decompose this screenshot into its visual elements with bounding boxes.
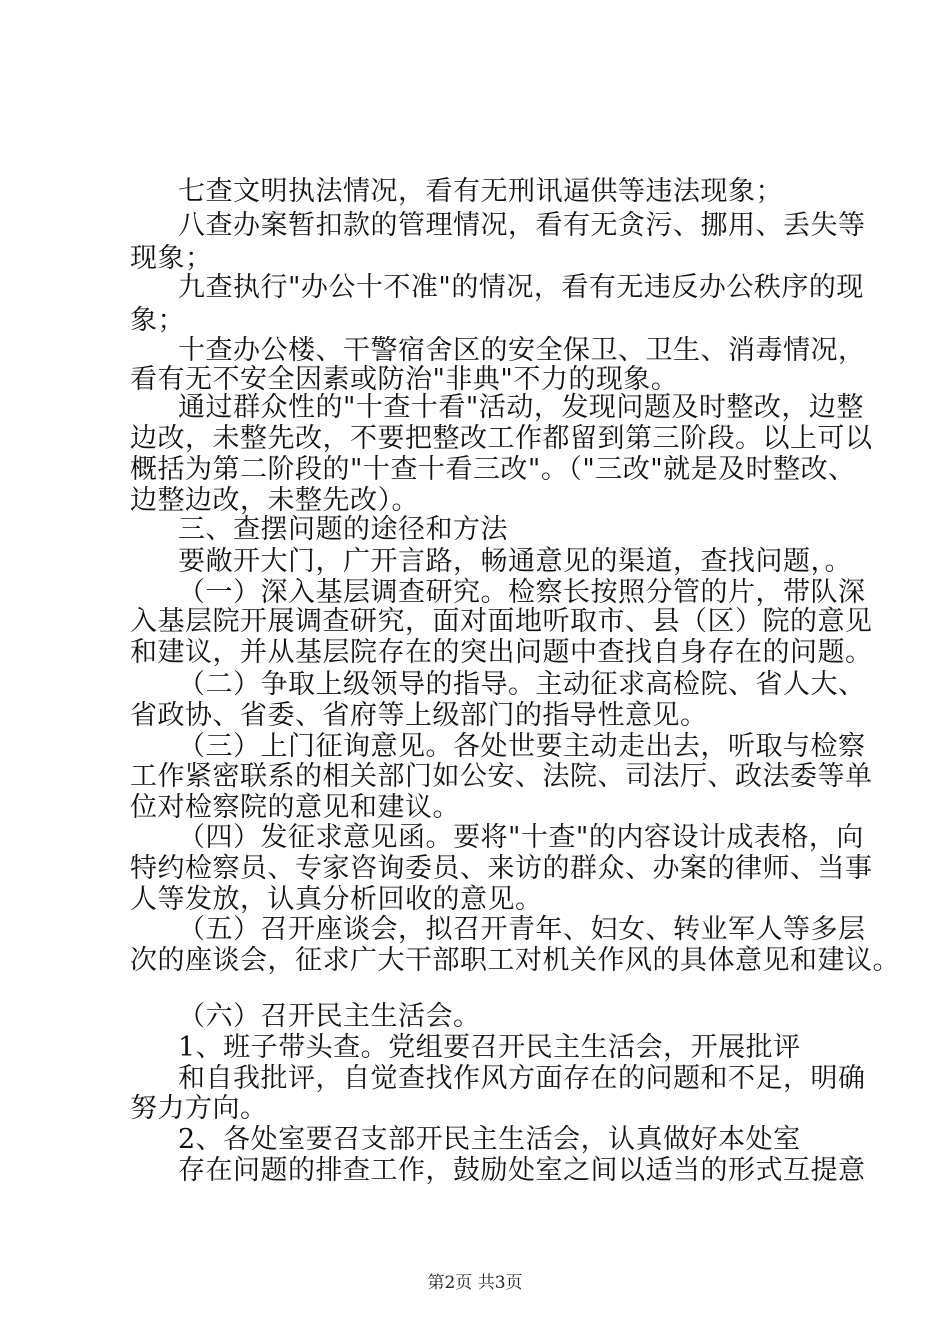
text-line: （一）深入基层调查研究。检察长按照分管的片，带队深 bbox=[178, 577, 866, 608]
text-line: 存在问题的排查工作，鼓励处室之间以适当的形式互提意 bbox=[178, 1155, 866, 1186]
text-line: 边整边改，未整先改）。 bbox=[130, 485, 419, 516]
section-heading: 三、查摆问题的途径和方法 bbox=[178, 514, 508, 545]
text-line: 八查办案暂扣款的管理情况，看有无贪污、挪用、丢失等 bbox=[178, 210, 866, 241]
text-line: 通过群众性的"十查十看"活动，发现问题及时整改，边整 bbox=[178, 392, 864, 423]
text-line: （四）发征求意见函。要将"十查"的内容设计成表格，向 bbox=[178, 822, 864, 853]
text-line: 看有无不安全因素或防治"非典"不力的现象。 bbox=[130, 364, 679, 395]
text-line: 努力方向。 bbox=[130, 1093, 268, 1124]
text-line: 省政协、省委、省府等上级部门的指导性意见。 bbox=[130, 700, 708, 731]
text-line: 1、班子带头查。党组要召开民主生活会，开展批评 bbox=[178, 1032, 801, 1063]
text-line: 工作紧密联系的相关部门如公安、法院、司法厅、政法委等单 bbox=[130, 761, 873, 792]
text-line: 次的座谈会，征求广大干部职工对机关作风的具体意见和建议。 bbox=[130, 945, 900, 976]
text-line: 边改，未整先改，不要把整改工作都留到第三阶段。以上可以 bbox=[130, 423, 873, 454]
text-line: 2、各处室要召支部开民主生活会，认真做好本处室 bbox=[178, 1124, 801, 1155]
text-line: 十查办公楼、干警宿舍区的安全保卫、卫生、消毒情况， bbox=[178, 335, 866, 366]
text-line: 象； bbox=[130, 305, 185, 336]
text-line: （五）召开座谈会，拟召开青年、妇女、转业军人等多层 bbox=[178, 914, 866, 945]
text-line: 要敞开大门，广开言路，畅通意见的渠道，查找问题，。 bbox=[178, 546, 852, 577]
text-line: 和建议，并从基层院存在的突出问题中查找自身存在的问题。 bbox=[130, 637, 873, 668]
text-line: 九查执行"办公十不准"的情况，看有无违反办公秩序的现 bbox=[178, 272, 864, 303]
text-line: （六）召开民主生活会。 bbox=[178, 1001, 481, 1032]
text-line: 和自我批评，自觉查找作风方面存在的问题和不足，明确 bbox=[178, 1063, 866, 1094]
text-line: （三）上门征询意见。各处世要主动走出去，听取与检察 bbox=[178, 731, 866, 762]
text-line: 现象； bbox=[130, 243, 213, 274]
text-line: 七查文明执法情况，看有无刑讯逼供等违法现象； bbox=[178, 176, 783, 207]
text-line: 入基层院开展调查研究，面对面地听取市、县（区）院的意见 bbox=[130, 606, 873, 637]
text-line: 人等发放，认真分析回收的意见。 bbox=[130, 884, 543, 915]
text-line: 位对检察院的意见和建议。 bbox=[130, 792, 460, 823]
page-number-footer: 第2页 共3页 bbox=[427, 1273, 523, 1293]
text-line: 特约检察员、专家咨询委员、来访的群众、办案的律师、当事 bbox=[130, 853, 873, 884]
text-line: （二）争取上级领导的指导。主动征求高检院、省人大、 bbox=[178, 669, 866, 700]
text-line: 概括为第二阶段的"十查十看三改"。（"三改"就是及时整改、 bbox=[130, 454, 856, 485]
